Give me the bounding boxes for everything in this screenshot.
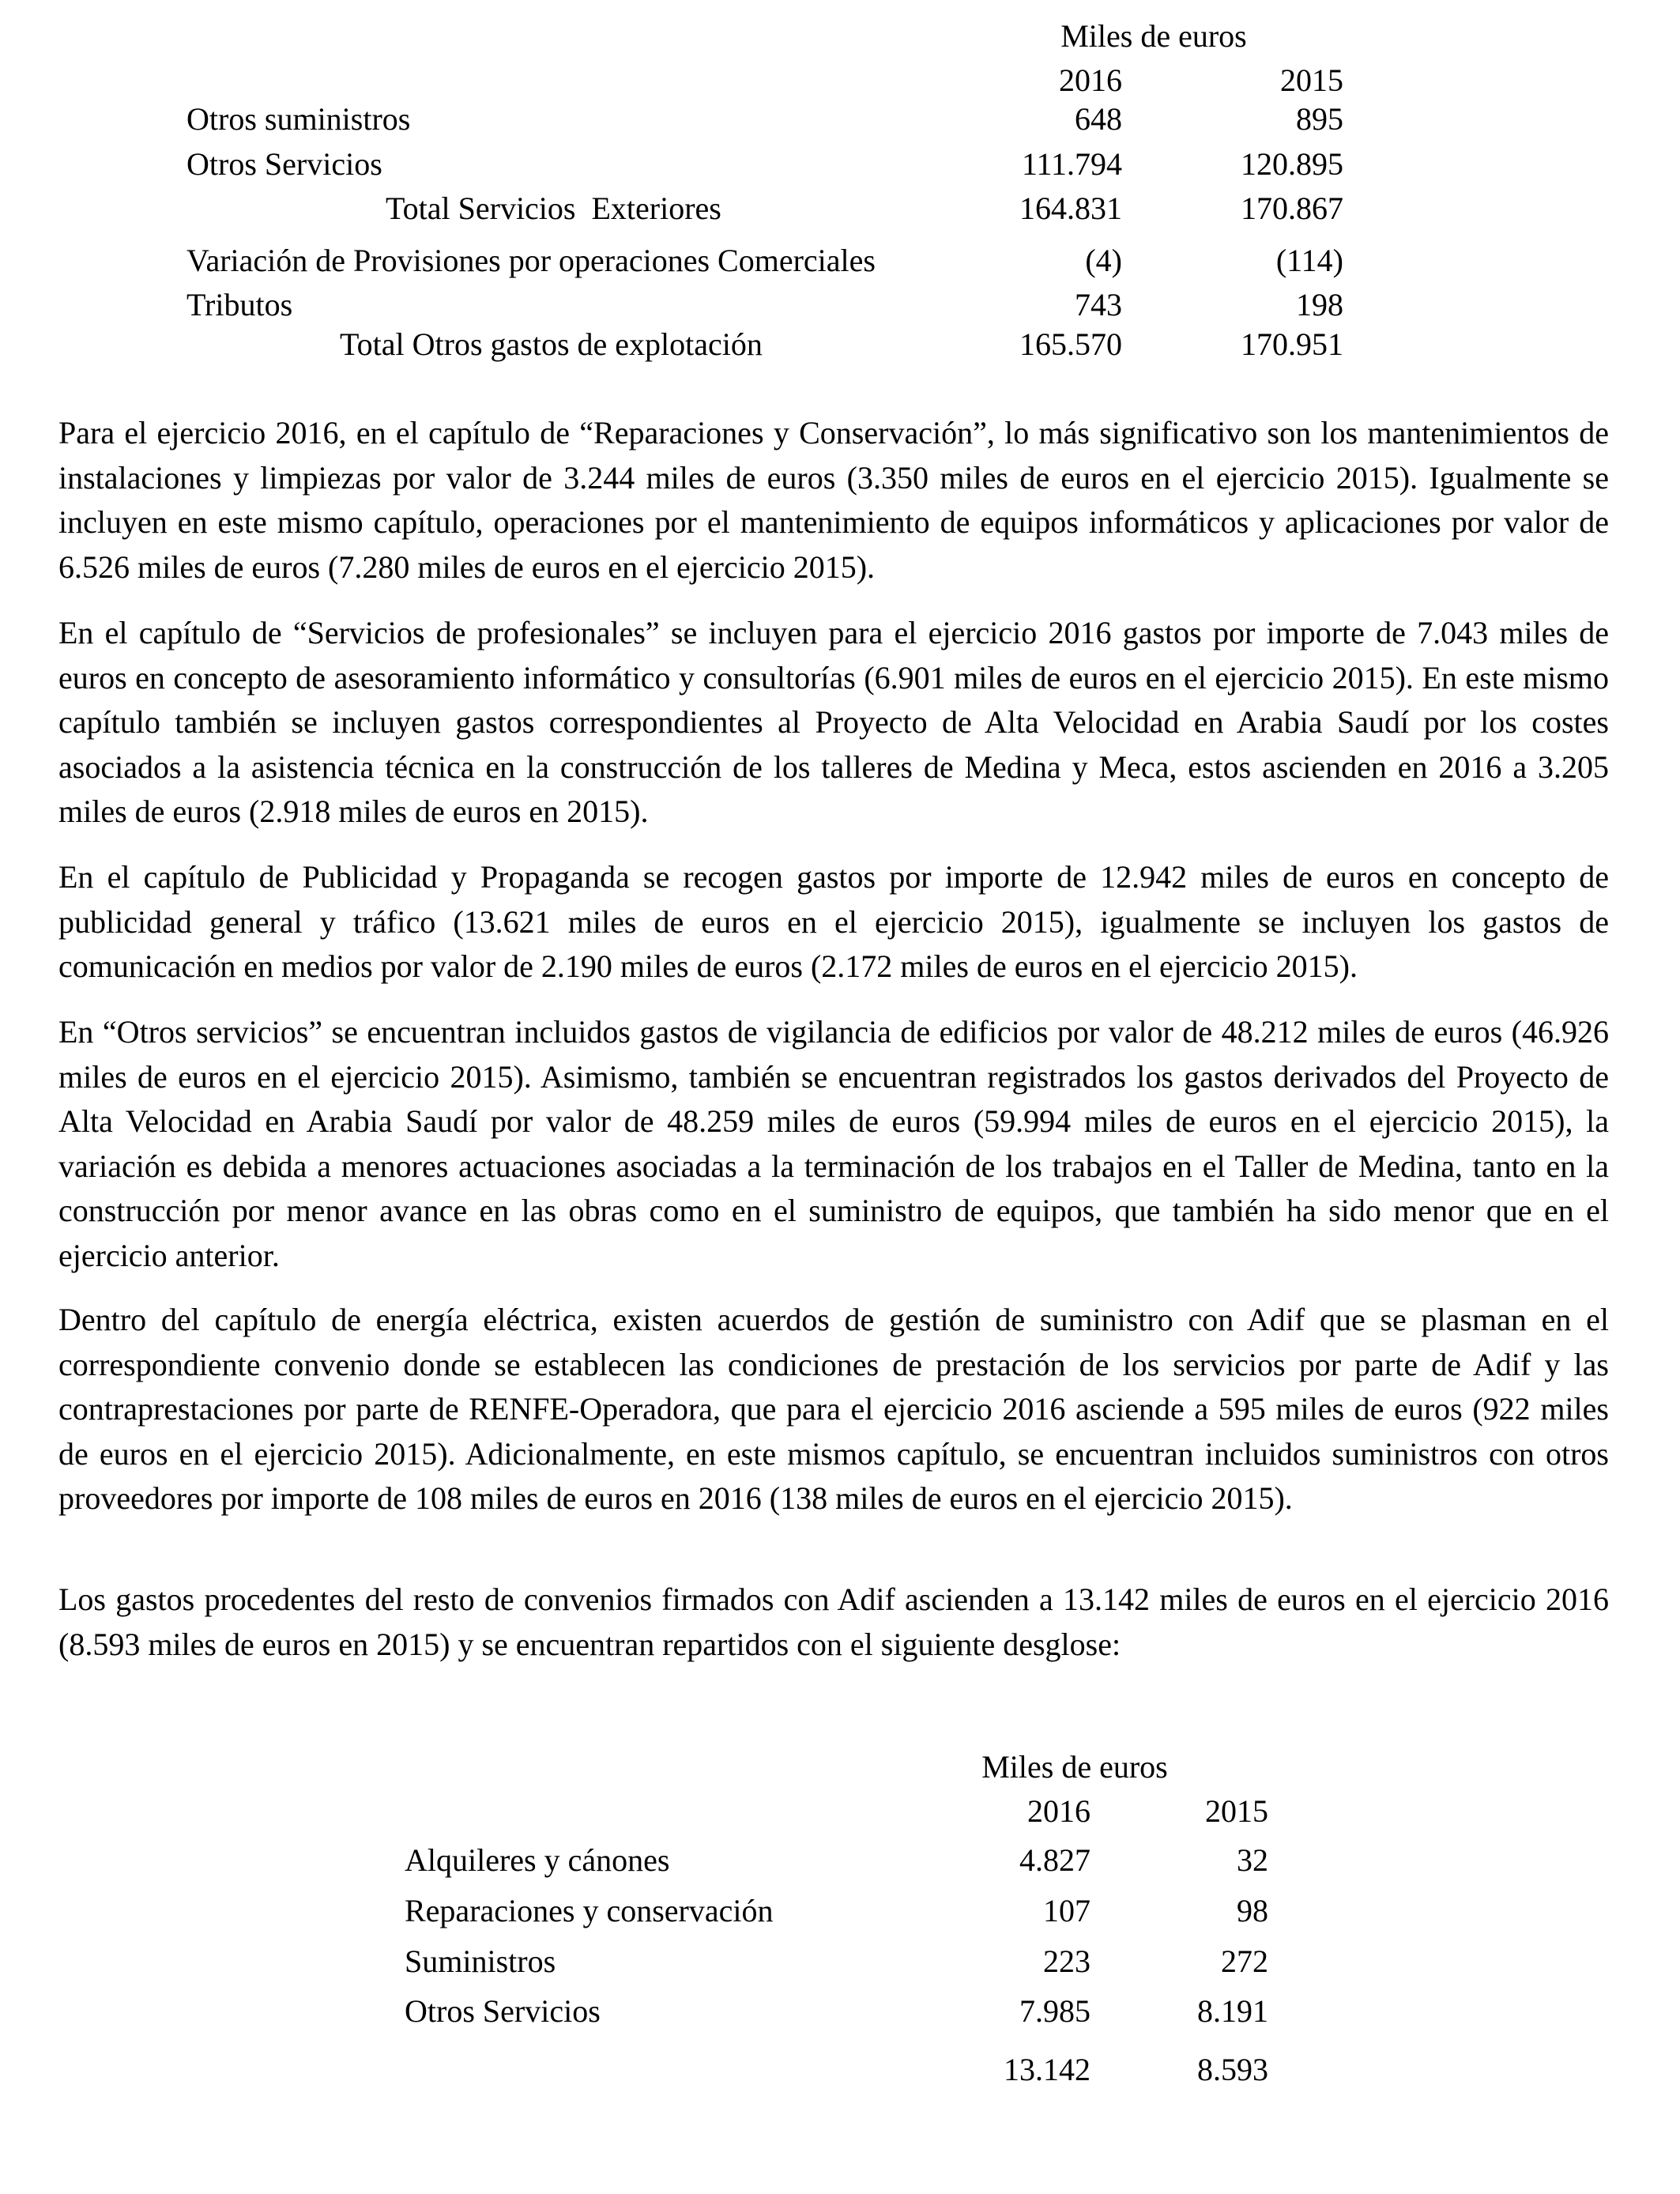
table-2-row-value-2016: 223 [1043, 1943, 1090, 1979]
table-2-row-value-2016: 7.985 [1019, 1993, 1090, 2029]
table-2-year-2015: 2015 [1205, 1793, 1268, 1829]
table-1-row-label: Otros suministros [186, 101, 411, 137]
table-1-row-value-2016: 648 [1075, 101, 1122, 137]
table-2-unit-label: Miles de euros [981, 1749, 1168, 1785]
table-1-subtotal-value-2015: 170.867 [1241, 190, 1343, 226]
table-1-row-value-2016: 743 [1075, 287, 1122, 322]
paragraph-reparaciones: Para el ejercicio 2016, en el capítulo de “Reparaciones y Conservación”, lo más significativo son los mantenimientos de instalaciones y limpiezas por valor de 3.244 miles de euros (3.350 miles de euros en el ejercicio 2015). Igualmente se incluyen en este mismo capítulo, operaciones por el mantenimiento de equipos informáticos y aplicaciones por valor de 6.526 miles de euros (7.280 miles de euros en el ejercicio 2015). [58, 415, 1609, 585]
table-2-row-value-2015: 272 [1221, 1943, 1268, 1979]
paragraph-convenios-adif: Los gastos procedentes del resto de convenios firmados con Adif ascienden a 13.142 miles de euros en el ejercicio 2016 (8.593 miles de euros en 2015) y se encuentran repartidos con el siguiente desglose: [58, 1581, 1609, 1662]
table-2-row-label: Suministros [405, 1943, 556, 1979]
table-1-year-2015: 2015 [1280, 62, 1343, 98]
paragraph-servicios-profesionales: En el capítulo de “Servicios de profesionales” se incluyen para el ejercicio 2016 gastos por importe de 7.043 miles de euros en concepto de asesoramiento informático y consultorías (6.901 miles de euros en el ejercicio 2015). En este mismo capítulo también se incluyen gastos correspondientes al Proyecto de Alta Velocidad en Arabia Saudí por los costes asociados a la asistencia técnica en la construcción de los talleres de Medina y Meca, estos ascienden en 2016 a 3.205 miles de euros (2.918 miles de euros en 2015). [58, 615, 1609, 830]
paragraph-otros-servicios: En “Otros servicios” se encuentran incluidos gastos de vigilancia de edificios por valor de 48.212 miles de euros (46.926 miles de euros en el ejercicio 2015). Asimismo, también se encuentran registrados los gastos derivados del Proyecto de Alta Velocidad en Arabia Saudí por valor de 48.259 miles de euros (59.994 miles de euros en el ejercicio 2015), la variación es debida a menores actuaciones asociadas a la terminación de los trabajos en el Taller de Medina, tanto en la construcción por menor avance en las obras como en el suministro de equipos, que también ha sido menor que en el ejercicio anterior. [58, 1014, 1609, 1273]
table-1-row-value-2015: 895 [1296, 101, 1343, 137]
table-2-row-value-2015: 98 [1237, 1893, 1268, 1928]
paragraph-publicidad: En el capítulo de Publicidad y Propaganda se recogen gastos por importe de 12.942 miles de euros en concepto de publicidad general y tráfico (13.621 miles de euros en el ejercicio 2015), igualmente se incluyen los gastos de comunicación en medios por valor de 2.190 miles de euros (2.172 miles de euros en el ejercicio 2015). [58, 859, 1609, 985]
table-2-row-value-2016: 107 [1043, 1893, 1090, 1928]
table-1-row-label: Tributos [186, 287, 293, 322]
table-2-row-value-2015: 32 [1237, 1842, 1268, 1878]
table-1-row-label: Otros Servicios [186, 146, 382, 182]
table-1-total-label: Total Otros gastos de explotación [340, 326, 763, 362]
table-2-total-value-2016: 13.142 [1004, 2052, 1090, 2087]
table-1-row-value-2015: 198 [1296, 287, 1343, 322]
table-1-total-value-2016: 165.570 [1019, 326, 1122, 362]
table-2-row-label: Reparaciones y conservación [405, 1893, 774, 1928]
table-2-row-value-2015: 8.191 [1197, 1993, 1268, 2029]
table-1-year-2016: 2016 [1059, 62, 1122, 98]
table-1-subtotal-value-2016: 164.831 [1019, 190, 1122, 226]
table-1-row-value-2016: (4) [1085, 243, 1122, 278]
table-1-total-value-2015: 170.951 [1241, 326, 1343, 362]
table-1-unit-label: Miles de euros [1060, 18, 1247, 54]
table-1-subtotal-label: Total Servicios Exteriores [386, 190, 721, 226]
table-1-row-value-2016: 111.794 [1021, 146, 1122, 182]
table-1-row-value-2015: 120.895 [1241, 146, 1343, 182]
table-2-row-label: Otros Servicios [405, 1993, 601, 2029]
paragraph-energia-electrica: Dentro del capítulo de energía eléctrica, existen acuerdos de gestión de suministro con Adif que se plasman en el correspondiente convenio donde se establecen las condiciones de prestación de los servicios por parte de Adif y las contraprestaciones por parte de RENFE-Operadora, que para el ejercicio 2016 asciende a 595 miles de euros (922 miles de euros en el ejercicio 2015). Adicionalmente, en este mismos capítulo, se encuentran incluidos suministros con otros proveedores por importe de 108 miles de euros en 2016 (138 miles de euros en el ejercicio 2015). [58, 1302, 1609, 1517]
table-1-row-value-2015: (114) [1275, 243, 1343, 278]
table-2-year-2016: 2016 [1027, 1793, 1090, 1829]
table-1-row-label: Variación de Provisiones por operaciones Comerciales [186, 243, 876, 278]
table-2-total-value-2015: 8.593 [1197, 2052, 1268, 2087]
table-2-row-label: Alquileres y cánones [405, 1842, 670, 1878]
table-2-row-value-2016: 4.827 [1019, 1842, 1090, 1878]
